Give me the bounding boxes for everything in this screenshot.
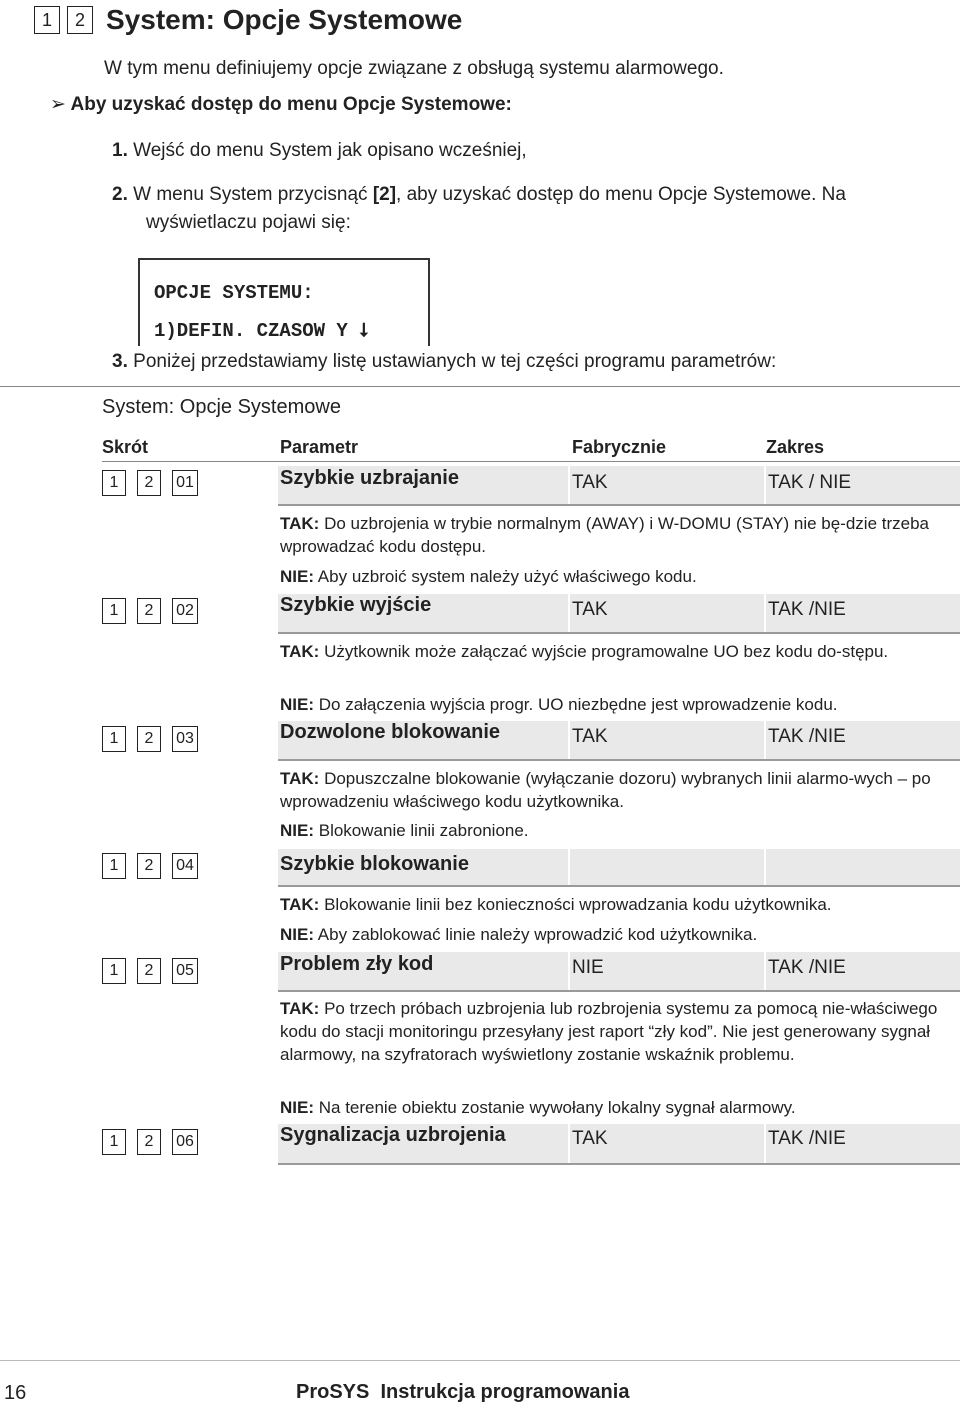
lcd-line-1: OPCJE SYSTEMU: — [154, 282, 314, 304]
band-separator — [764, 721, 766, 759]
band-separator — [568, 466, 570, 504]
tak-text: Dopuszczalne blokowanie (wyłączanie dozoru) wybranych linii alarmo-wych – po wprowadzeniu właściwego kodu użytkownika. — [280, 769, 931, 811]
key-1-icon: 1 — [102, 853, 126, 879]
key-2-icon: 2 — [137, 726, 161, 752]
nie-text: Do załączenia wyjścia progr. UO niezbędne jest wprowadzenie kodu. — [318, 695, 838, 714]
step-3 — [112, 351, 776, 373]
band-underline — [278, 1163, 960, 1165]
nie-label: NIE: — [280, 925, 314, 944]
param-desc-tak — [280, 640, 945, 663]
tak-label: TAK: — [280, 895, 320, 914]
param-desc-tak — [280, 997, 945, 1066]
access-heading — [50, 93, 512, 116]
tak-label: TAK: — [280, 642, 320, 661]
nie-text: Blokowanie linii zabronione. — [318, 821, 529, 840]
param-desc-tak — [280, 767, 945, 813]
band-underline — [278, 632, 960, 634]
param-range: TAK /NIE — [768, 599, 846, 620]
col-header-range: Zakres — [766, 437, 825, 457]
param-desc-nie — [280, 1096, 945, 1119]
param-desc-nie — [280, 819, 945, 842]
footer-title — [296, 1381, 629, 1404]
col-header-parameter: Parametr — [280, 437, 359, 457]
param-desc-nie — [280, 565, 945, 588]
tak-label: TAK: — [280, 769, 320, 788]
arrow-bullet-icon: ➢ — [50, 94, 66, 115]
footer-doc-title: Instrukcja programowania — [380, 1381, 630, 1403]
param-default: TAK — [572, 599, 608, 620]
param-default: NIE — [572, 957, 604, 978]
nie-label: NIE: — [280, 1098, 314, 1117]
tak-text: Po trzech próbach uzbrojenia lub rozbrojenia systemu za pomocą nie-właściwego kodu do stacji monitoringu przesyłany jest raport “zły kod”. Nie jest generowany sygnał alarmowy, na szyfratorach wyświetlony zostanie wskaźnik problemu. — [280, 999, 938, 1064]
key-code-icon: 02 — [172, 598, 198, 624]
nie-label: NIE: — [280, 695, 314, 714]
nie-text: Aby uzbroić system należy użyć właściwego kodu. — [317, 567, 697, 586]
key-1-icon: 1 — [102, 958, 126, 984]
footer-divider — [0, 1360, 960, 1361]
step-2-cont: wyświetlaczu pojawi się: — [146, 212, 351, 233]
band-underline — [278, 990, 960, 992]
key-code-icon: 06 — [172, 1129, 198, 1155]
page-title: System: Opcje Systemowe — [106, 4, 463, 35]
param-default: TAK — [572, 1128, 608, 1149]
key-code-icon: 05 — [172, 958, 198, 984]
param-desc-tak — [280, 893, 945, 916]
tak-text: Użytkownik może załączać wyjście programowalne UO bez kodu do-stępu. — [324, 642, 889, 661]
key-2-icon: 2 — [137, 958, 161, 984]
param-name: Szybkie uzbrajanie — [280, 467, 459, 489]
col-header-shortcut: Skrót — [102, 437, 149, 457]
section-title: System: Opcje Systemowe — [102, 396, 341, 418]
band-separator — [568, 594, 570, 632]
nie-label: NIE: — [280, 821, 314, 840]
param-range: TAK /NIE — [768, 957, 846, 978]
tak-text: Do uzbrojenia w trybie normalnym (AWAY) i W-DOMU (STAY) nie bę-dzie trzeba wprowadzać kodu dostępu. — [280, 514, 929, 556]
key-code-icon: 04 — [172, 853, 198, 879]
col-header-default: Fabrycznie — [572, 437, 667, 457]
key-2-icon: 2 — [137, 470, 161, 496]
lcd-line-2-text: 1)DEFIN. CZASOW Y — [154, 320, 348, 342]
key-1-icon: 1 — [102, 726, 126, 752]
param-name: Problem zły kod — [280, 953, 434, 975]
param-name: Dozwolone blokowanie — [280, 721, 501, 743]
step-text-c: , aby uzyskać dostęp do menu Opcje Systemowe. Na — [396, 184, 846, 205]
param-desc-nie — [280, 693, 945, 716]
key-2-icon: 2 — [137, 853, 161, 879]
param-desc-nie — [280, 923, 945, 946]
band-separator — [764, 466, 766, 504]
step-text: Poniżej przedstawiamy listę ustawianych w tej części programu parametrów: — [133, 351, 777, 372]
band-separator — [764, 849, 766, 887]
intro-text: W tym menu definiujemy opcje związane z obsługą systemu alarmowego. — [104, 58, 724, 79]
band-underline — [278, 759, 960, 761]
key-1-icon: 1 — [34, 6, 60, 34]
param-name: Szybkie blokowanie — [280, 853, 469, 875]
lcd-display — [138, 258, 430, 346]
band-separator — [764, 594, 766, 632]
band-separator — [568, 952, 570, 990]
band-separator — [764, 1124, 766, 1164]
step-text-a: W menu System przycisnąć — [133, 184, 373, 205]
tak-label: TAK: — [280, 514, 320, 533]
band-separator — [568, 1124, 570, 1164]
step-number: 2. — [112, 184, 128, 205]
nie-text: Na terenie obiektu zostanie wywołany lokalny sygnał alarmowy. — [318, 1098, 796, 1117]
divider — [0, 386, 960, 387]
param-range: TAK /NIE — [768, 1128, 846, 1149]
band-underline — [278, 504, 960, 506]
param-name: Szybkie wyjście — [280, 594, 432, 616]
key-2-icon: 2 — [137, 1129, 161, 1155]
param-name: Sygnalizacja uzbrojenia — [280, 1124, 506, 1146]
step-2 — [112, 184, 846, 206]
step-key-ref: [2] — [372, 184, 397, 205]
param-range: TAK / NIE — [768, 472, 852, 493]
tak-label: TAK: — [280, 999, 320, 1018]
nie-label: NIE: — [280, 567, 314, 586]
band-separator — [568, 721, 570, 759]
key-2-icon: 2 — [67, 6, 93, 34]
key-code-icon: 03 — [172, 726, 198, 752]
footer-brand: ProSYS — [296, 1381, 370, 1403]
step-1 — [112, 140, 527, 162]
step-number: 3. — [112, 351, 128, 372]
key-2-icon: 2 — [137, 598, 161, 624]
band-separator — [764, 952, 766, 990]
param-default: TAK — [572, 472, 608, 493]
down-arrow-icon: ⭣ — [359, 320, 369, 342]
nie-text: Aby zablokować linie należy wprowadzić kod użytkownika. — [317, 925, 758, 944]
key-1-icon: 1 — [102, 470, 126, 496]
step-number: 1. — [112, 140, 128, 161]
header-divider — [102, 461, 960, 462]
param-range: TAK /NIE — [768, 726, 846, 747]
param-desc-tak — [280, 512, 945, 558]
page-number: 16 — [4, 1382, 27, 1404]
key-1-icon: 1 — [102, 598, 126, 624]
lcd-line-2 — [154, 320, 368, 342]
param-default: TAK — [572, 726, 608, 747]
key-code-icon: 01 — [172, 470, 198, 496]
band-underline — [278, 885, 960, 887]
band-separator — [568, 849, 570, 887]
key-1-icon: 1 — [102, 1129, 126, 1155]
tak-text: Blokowanie linii bez konieczności wprowadzania kodu użytkownika. — [324, 895, 832, 914]
access-heading-text: Aby uzyskać dostęp do menu Opcje Systemowe: — [70, 94, 512, 115]
step-text: Wejść do menu System jak opisano wcześniej, — [133, 140, 527, 161]
